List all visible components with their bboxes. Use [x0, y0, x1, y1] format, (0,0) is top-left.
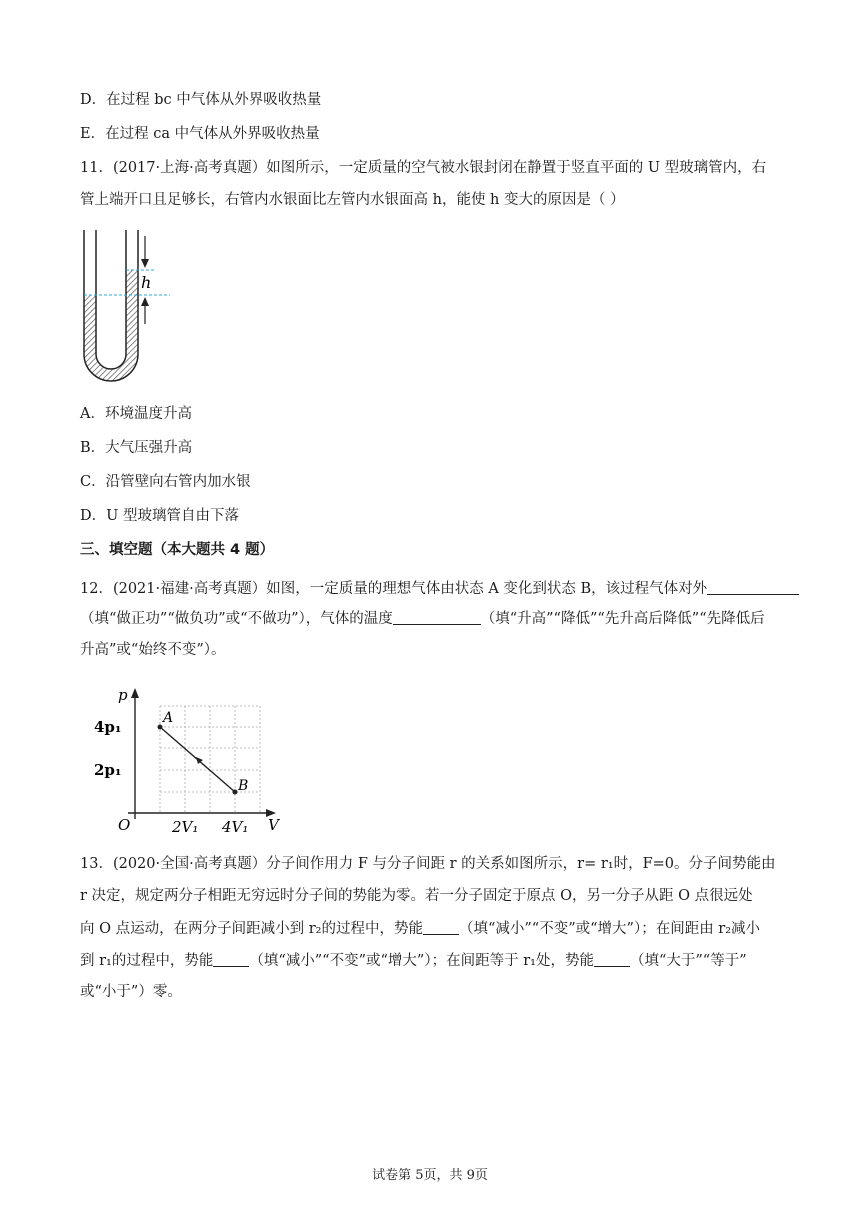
grid	[160, 706, 260, 813]
point-b	[233, 790, 238, 795]
q13-line1: 13．(2020·全国·高考真题）分子间作用力 F 与分子间距 r 的关系如图所示，r= r₁时，F=0。分子间势能由	[80, 856, 776, 872]
q11-option-b: B．大气压强升高	[80, 440, 193, 456]
axis-label-v: V	[268, 816, 279, 834]
arrowhead-up-icon	[141, 297, 149, 306]
label-a: A	[163, 710, 174, 726]
answer-blank[interactable]	[707, 578, 799, 595]
q12-line3: 升高”或“始终不变”）。	[80, 642, 226, 658]
q13-text-3a: 向 O 点运动，在两分子间距减小到 r₂的过程中，势能	[80, 921, 423, 937]
q11-option-a: A．环境温度升高	[80, 406, 192, 422]
x-tick-2v1: 2V₁	[172, 818, 199, 836]
pv-graph	[92, 686, 282, 836]
q12-text-3: （填“升高”“降低”“先升高后降低”“先降低后	[480, 611, 765, 627]
q13-line5: 或“小于”）零。	[80, 984, 182, 1000]
mercury-column	[84, 270, 138, 381]
option-d-q10: D．在过程 bc 中气体从外界吸收热量	[80, 92, 322, 108]
answer-blank[interactable]	[423, 918, 459, 935]
y-axis-arrow-icon	[131, 688, 139, 698]
axis-label-p: p	[118, 686, 128, 704]
arrowhead-down-icon	[141, 259, 149, 268]
q13-line2: r 决定，规定两分子相距无穷远时分子间的势能为零。若一分子固定于原点 O，另一分子从距 O 点很远处	[80, 888, 753, 904]
q12-text-2: （填“做正功”“做负功”或“不做功”），气体的温度	[80, 611, 393, 627]
q12-line1	[80, 578, 780, 599]
answer-blank[interactable]	[393, 608, 481, 625]
q13-line4	[80, 950, 780, 971]
q11-option-d: D．U 型玻璃管自由下落	[80, 508, 239, 524]
tube-inner-wall	[96, 230, 126, 369]
q11-line1: 11．(2017·上海·高考真题）如图所示，一定质量的空气被水银封闭在静置于竖直平面的 U 型玻璃管内，右	[80, 160, 767, 176]
answer-blank[interactable]	[213, 950, 249, 967]
answer-blank[interactable]	[594, 950, 630, 967]
u-tube-figure	[80, 226, 190, 396]
section-heading: 三、填空题（本大题共 4 题）	[80, 542, 275, 558]
q11-line2: 管上端开口且足够长，右管内水银面比左管内水银面高 h，能使 h 变大的原因是（ ）	[80, 192, 625, 208]
label-b: B	[238, 778, 249, 794]
q13-text-4c: （填“大于”“等于”	[629, 953, 747, 969]
label-h: h	[141, 273, 152, 292]
q12-line2	[80, 608, 780, 629]
q13-text-4a: 到 r₁的过程中，势能	[80, 953, 214, 969]
q11-option-c: C．沿管壁向右管内加水银	[80, 474, 251, 490]
point-a	[158, 725, 163, 730]
q13-text-4b: （填“减小”“不变”或“增大”）；在间距等于 r₁处，势能	[249, 953, 594, 969]
x-tick-4v1: 4V₁	[222, 818, 249, 836]
origin-label: O	[118, 816, 131, 834]
y-tick-4p1: 4p₁	[94, 718, 122, 736]
q13-text-3b: （填“减小”“不变”或“增大”）；在间距由 r₂减小	[458, 921, 761, 937]
q13-line3	[80, 918, 780, 939]
page-footer: 试卷第 5页，共 9页	[372, 1168, 488, 1183]
option-e-q10: E．在过程 ca 中气体从外界吸收热量	[80, 126, 320, 142]
q12-text-1: 12．(2021·福建·高考真题）如图，一定质量的理想气体由状态 A 变化到状态 B，该过程气体对外	[80, 581, 708, 597]
y-tick-2p1: 2p₁	[94, 761, 122, 779]
